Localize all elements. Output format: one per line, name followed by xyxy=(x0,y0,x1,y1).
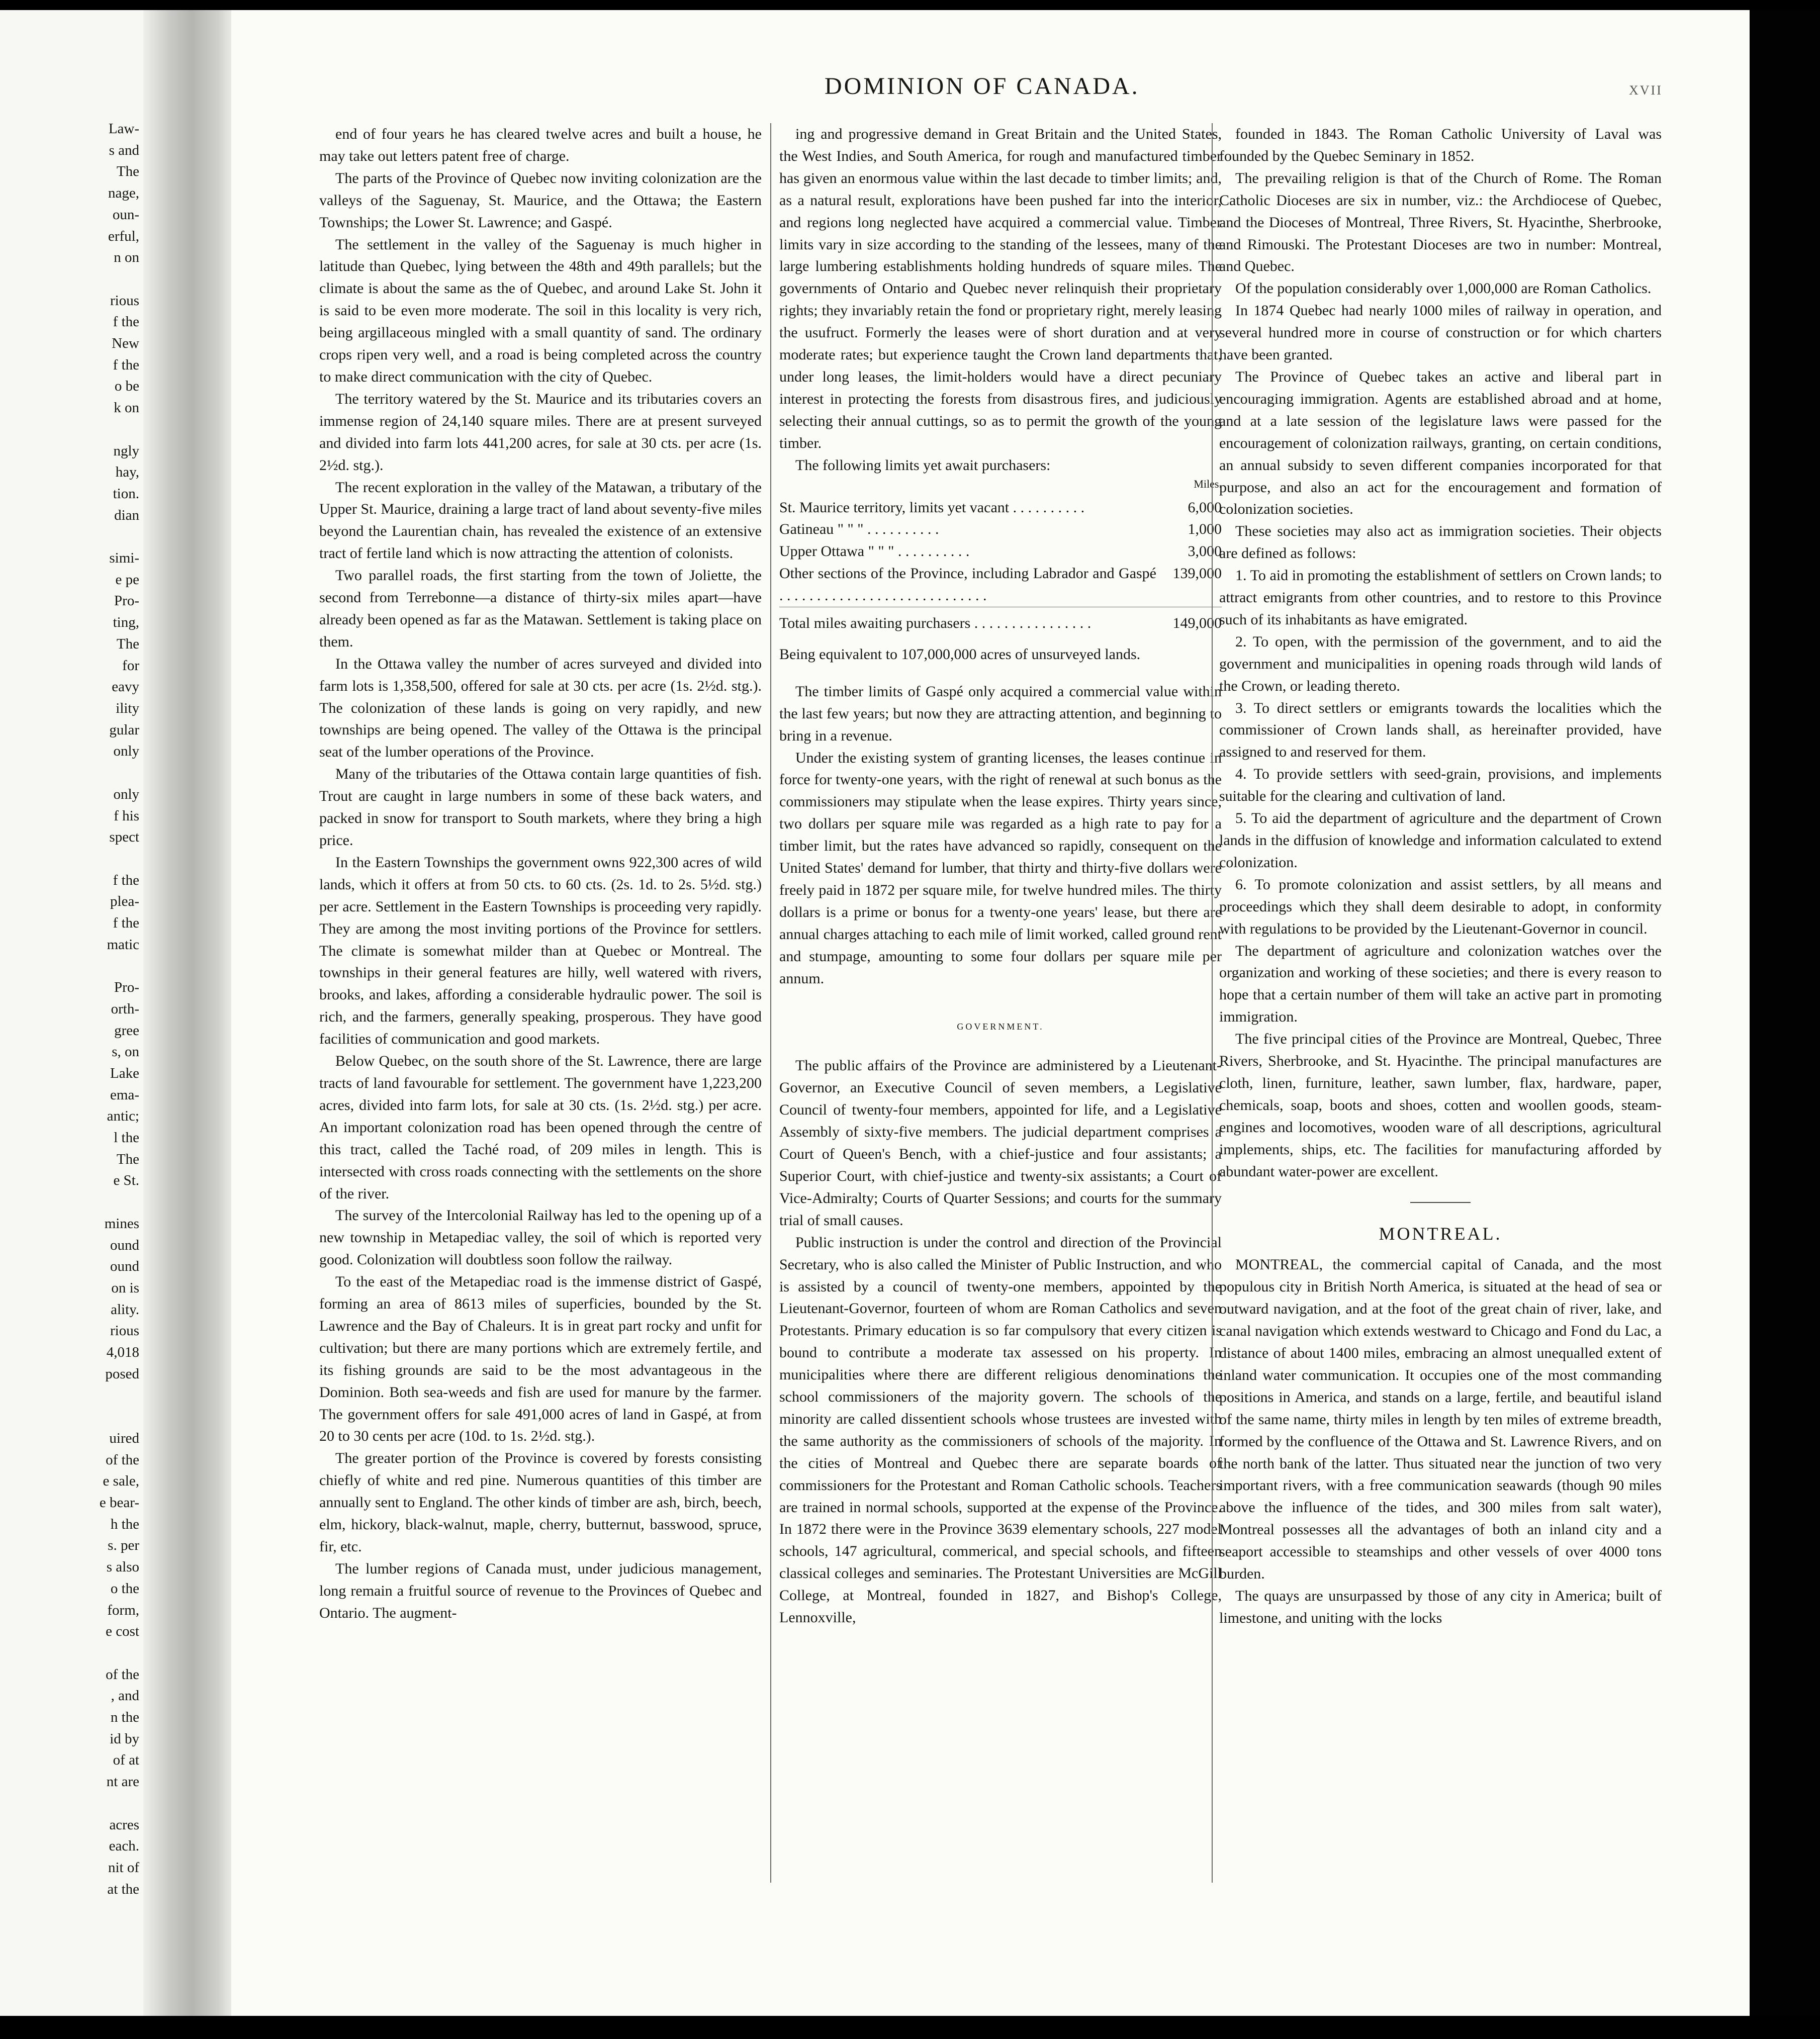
limits-row-label: Upper Ottawa " " " . . . . . . . . . . xyxy=(779,543,970,560)
paragraph: Two parallel roads, the first starting from the town of Joliette, the second from Terrebonne—a distance of thirty-six miles apart—have already been opened as far as the Matawan. Settlement is taking place on them. xyxy=(319,567,762,650)
left-page-line-fragment: mines xyxy=(104,1215,139,1232)
left-page-line-fragment: rious xyxy=(110,292,139,309)
limits-row xyxy=(779,563,1222,607)
paragraph: The five principal cities of the Province are Montreal, Quebec, Three Rivers, Sherbrooke, and St. Hyacinthe. The principal manufactures are cloth, linen, furniture, leather, sawn lumber, flax, hardware, paper, chemicals, soap, boots and shoes, cotten and woollen goods, steam-engines and locomotives, wooden ware of all descriptions, agricultural implements, ships, etc. The facilities for manufacturing afforded by abundant water-power are excellent. xyxy=(1219,1031,1662,1180)
left-page-line-fragment xyxy=(19,1642,139,1664)
left-page-line-fragment: id by xyxy=(110,1730,139,1747)
montreal-heading: MONTREAL. xyxy=(1379,1223,1502,1244)
column-1-paragraphs xyxy=(319,123,762,1624)
paragraph: The quays are unsurpassed by those of any city in America; built of limestone, and uniting with the locks xyxy=(1219,1588,1662,1626)
left-page-line-fragment: n on xyxy=(114,249,139,266)
limits-note: Being equivalent to 107,000,000 acres of unsurveyed lands. xyxy=(779,645,1141,663)
left-page-line-fragment: ility xyxy=(116,700,139,716)
left-page-line-fragment: New xyxy=(112,335,139,352)
left-page-line-fragment: s, on xyxy=(112,1044,139,1060)
left-page-line-fragment xyxy=(19,268,139,290)
text-column-1 xyxy=(319,123,762,1624)
paragraph: The department of agriculture and colonization watches over the organization and working of these societies; and there is every reason to hope that a certain number of them will take an active part in promoting immigration. xyxy=(1219,942,1662,1026)
timber-limits-table xyxy=(779,497,1222,634)
paragraph: In the Ottawa valley the number of acres surveyed and divided into farm lots is 1,358,500, offered for sale at 30 cts. per acre (1s. 2½d. stg.). The colonization of these lands is going on very rapidly, and new townships are being opened. The valley of the Ottawa is the principal seat of the lumber operations of the Province. xyxy=(319,655,762,761)
left-page-line-fragment: k on xyxy=(114,400,139,416)
left-page-line-fragment: e sale, xyxy=(103,1473,139,1490)
left-page-line-fragment: posed xyxy=(105,1365,139,1382)
left-page-line-fragment: ound xyxy=(110,1237,139,1253)
limits-row-label: Gatineau " " " . . . . . . . . . . xyxy=(779,521,939,538)
column-2-paragraphs-bottom xyxy=(779,1055,1222,1629)
left-page-line-fragment: simi- xyxy=(109,550,139,567)
paragraph: The timber limits of Gaspé only acquired a commercial value within the last few years; but now they are attracting attention, and beginning to bring in a revenue. xyxy=(779,683,1222,744)
left-page-line-fragment: only xyxy=(113,786,139,802)
page-number: XVII xyxy=(1629,83,1663,98)
limits-row-value: 3,000 xyxy=(1188,543,1222,560)
left-page-line-fragment: e St. xyxy=(113,1172,139,1189)
left-page-line-fragment: of at xyxy=(113,1752,139,1769)
running-header: DOMINION OF CANADA. xyxy=(825,73,1140,100)
book-gutter xyxy=(143,10,231,2016)
paragraph: The prevailing religion is that of the Church of Rome. The Roman Catholic Dioceses are six in number, viz.: the Archdiocese of Quebec, and the Dioceses of Montreal, Three Rivers, St. Hyacinthe, Sherbrooke, and Rimouski. The Protestant Dioceses are two in number: Montreal, and Quebec. xyxy=(1219,169,1662,275)
paragraph: The territory watered by the St. Maurice and its tributaries covers an immense region of 24,140 square miles. There are at present surveyed and divided into farm lots 441,200 acres, for sale at 30 cts. per acre (1s. 2½d. stg.). xyxy=(319,390,762,474)
left-page-line-fragment: ema- xyxy=(110,1086,139,1103)
left-page-line-fragment: ngly xyxy=(113,442,139,459)
limits-row xyxy=(779,518,1222,540)
limits-total-row xyxy=(779,607,1222,634)
paragraph: 1. To aid in promoting the establishment of settlers on Crown lands; to attract emigrants from other countries, and to restore to this Province such of its inhabitants as have emigrated. xyxy=(1219,567,1662,628)
paragraph: Many of the tributaries of the Ottawa contain large quantities of fish. Trout are caught in large numbers in some of these back waters, and packed in snow for transport to South markets, where they bring a high price. xyxy=(319,766,762,849)
paragraph: The parts of the Province of Quebec now inviting colonization are the valleys of the Saguenay, St. Maurice, and the Ottawa; the Eastern Townships; the Lower St. Lawrence; and Gaspé. xyxy=(319,169,762,231)
column-2-paragraphs-middle xyxy=(779,681,1222,990)
left-page-line-fragment xyxy=(19,848,139,870)
column-3-paragraphs-bottom xyxy=(1219,1254,1662,1629)
left-page-line-fragment: e cost xyxy=(106,1623,139,1640)
paragraph: The settlement in the valley of the Saguenay is much higher in latitude than Quebec, lying between the 48th and 49th parallels; but the climate is about the same as the of Quebec, and around Lake St. John it is said to be even more moderate. The soil in this locality is very rich, being argillaceous mingled with a small quantity of sand. The ordinary crops ripen very well, and a road is being completed across the country to make direct communication with the city of Quebec. xyxy=(319,236,762,385)
left-page-line-fragment: f the xyxy=(113,356,139,373)
left-page-line-fragment: only xyxy=(113,743,139,760)
left-page-line-fragment: f the xyxy=(113,872,139,888)
section-divider xyxy=(1410,1202,1471,1203)
paragraph: The survey of the Intercolonial Railway has led to the opening up of a new township in Metapediac valley, the soil of which is reported very good. Colonization will doubtless soon follow the railway. xyxy=(319,1207,762,1268)
left-page-line-fragment: of the xyxy=(106,1451,139,1468)
left-page-line-fragment: s. per xyxy=(108,1537,139,1554)
left-page-line-fragment: hay, xyxy=(115,464,139,481)
paragraph: Public instruction is under the control and direction of the Provincial Secretary, who is also called the Minister of Public Instruction, and who is assisted by a council of twenty-one members, appointed by the Lieutenant-Governor, fourteen of whom are Roman Catholics and seven Protestants. Primary education is so far compulsory that every citizen is bound to contribute a moderate tax assessed on his property. In municipalities where there are different religious denominations the school commissioners of the majority govern. The schools of the minority are called dissentient schools whose trustees are invested with the same authority as the commissioners of schools of the majority. In the cities of Montreal and Quebec there are separate boards of commissioners for the Protestant and Roman Catholic schools. Teachers are trained in normal schools, supported at the expense of the Province. In 1872 there were in the Province 3639 elementary schools, 227 model schools, 147 agricultural, commerical, and special schools, and fifteen classical colleges and seminaries. The Protestant Universities are McGill College, at Montreal, founded in 1827, and Bishop's College, Lennoxville, xyxy=(779,1234,1222,1626)
left-page-line-fragment: eavy xyxy=(112,679,139,695)
left-page-line-fragment: , and xyxy=(111,1688,139,1704)
paragraph: 4. To provide settlers with seed-grain, provisions, and implements suitable for the clearing and cultivation of land. xyxy=(1219,766,1662,805)
paragraph: The greater portion of the Province is covered by forests consisting chiefly of white and red pine. Numerous quantities of this timber are annually sent to England. The other kinds of timber are ash, birch, beech, elm, hickory, black-walnut, maple, cherry, butternut, basswood, spruce, fir, etc. xyxy=(319,1450,762,1555)
limits-row-label: Other sections of the Province, including Labrador and Gaspé . . . . . . . . . . . . . . . . . . . . . . . . . . . . xyxy=(779,565,1156,604)
left-page-line-fragment: f his xyxy=(114,807,139,824)
left-page-line-fragment: s and xyxy=(109,142,139,158)
left-page-text-fragments xyxy=(19,118,139,1900)
left-page-line-fragment: gree xyxy=(114,1022,139,1039)
left-page-edge xyxy=(0,10,143,2016)
limits-row-value: 139,000 xyxy=(1172,565,1222,582)
left-page-line-fragment: Pro- xyxy=(114,979,139,996)
paragraph: To the east of the Metapediac road is the immense district of Gaspé, forming an area of 8613 miles of superficies, bounded by the St. Lawrence and the Bay of Chaleurs. It is in great part rocky and unfit for cultivation; but there are many portions which are extremely fertile, and its fishing grounds are said to be the most advantageous in the Dominion. Both sea-weeds and fish are used for manure by the farmer. The government offers for sale 491,000 acres of land in Gaspé, at from 20 to 30 cents per acre (10d. to 1s. 2½d. stg.). xyxy=(319,1273,762,1445)
paragraph: In the Eastern Townships the government owns 922,300 acres of wild lands, which it offers at from 50 cts. to 60 cts. (2s. 1d. to 2s. 5½d. stg.) per acre. Settlement in the Eastern Townships is proceeding very rapidly. They are among the most inviting portions of the Province for settlers. The climate is somewhat milder than at Quebec or Montreal. The townships in their general features are hilly, well watered with rivers, brooks, and lakes, affording a considerable hydraulic power. The soil is rich, and the farmers, generally speaking, prosperous. They have good facilities of communication and good markets. xyxy=(319,854,762,1048)
column-rule xyxy=(1212,123,1213,1883)
right-page xyxy=(231,10,1750,2016)
column-2-paragraphs-top xyxy=(779,123,1222,477)
limits-row-value: 6,000 xyxy=(1188,499,1222,516)
left-page-line-fragment: Lake xyxy=(110,1065,139,1081)
left-page-line-fragment: oun- xyxy=(112,206,139,223)
left-page-line-fragment: o the xyxy=(110,1580,139,1597)
left-page-line-fragment: rious xyxy=(110,1323,139,1339)
text-column-2 xyxy=(779,123,1222,1629)
paragraph: These societies may also act as immigration societies. Their objects are defined as follows: xyxy=(1219,523,1662,562)
left-page-line-fragment: e pe xyxy=(115,571,139,588)
paragraph: 3. To direct settlers or emigrants towards the localities which the commissioner of Crown lands shall, as hereinafter provided, have assigned to and reserved for them. xyxy=(1219,699,1662,761)
left-page-line-fragment: f the xyxy=(113,314,139,330)
paragraph: The public affairs of the Province are administered by a Lieutenant-Governor, an Executive Council of seven members, a Legislative Council of twenty-four members, appointed for life, and a Legislative Assembly of sixty-five members. The judicial department comprises a Court of Queen's Bench, with a chief-justice and four assistants; a Superior Court, with chief-justice and twenty-six assistants; a Court of Vice-Admiralty; Courts of Quarter Sessions; and courts for the summary trial of small causes. xyxy=(779,1057,1222,1229)
left-page-line-fragment: o be xyxy=(114,378,139,395)
left-page-line-fragment: nage, xyxy=(108,185,139,202)
left-page-line-fragment: 4,018 xyxy=(106,1344,139,1361)
column-3-paragraphs-top xyxy=(1219,123,1662,1183)
text-column-3 xyxy=(1219,123,1662,1629)
left-page-line-fragment xyxy=(19,1793,139,1814)
government-heading: GOVERNMENT. xyxy=(957,1021,1044,1032)
left-page-line-fragment xyxy=(19,1191,139,1213)
left-page-line-fragment xyxy=(19,1406,139,1428)
left-page-line-fragment: on is xyxy=(111,1279,139,1296)
left-page-line-fragment: nit of xyxy=(108,1859,139,1876)
paragraph: The recent exploration in the valley of the Matawan, a tributary of the Upper St. Maurice, draining a large tract of land about seventy-five miles beyond the Laurentian chain, has revealed the existence of an extensive tract of fertile land which is now attracting the attention of colonists. xyxy=(319,479,762,562)
left-page-line-fragment: antic; xyxy=(107,1108,139,1125)
paragraph: 6. To promote colonization and assist settlers, by all means and proceedings which they shall deem desirable to adopt, in conformity with regulations to be provided by the Lieutenant-Governor in council. xyxy=(1219,876,1662,937)
limits-row-label: St. Maurice territory, limits yet vacant . . . . . . . . . . xyxy=(779,499,1085,516)
left-page-line-fragment: dian xyxy=(114,507,139,523)
left-page-line-fragment: nt are xyxy=(106,1774,139,1790)
limits-total-value: 149,000 xyxy=(1156,607,1222,634)
left-page-line-fragment: spect xyxy=(109,829,139,846)
paragraph: The lumber regions of Canada must, under judicious management, long remain a fruitful source of revenue to the Provinces of Quebec and Ontario. The augment- xyxy=(319,1560,762,1621)
left-page-line-fragment: acres xyxy=(109,1816,139,1833)
paragraph: Below Quebec, on the south shore of the St. Lawrence, there are large tracts of land favourable for settlement. The government have 1,223,200 acres, divided into farm lots, for sale at 30 cts. (1s. 2½d. stg.) per acre. An important colonization road has been opened through the centre of this tract, called the Taché road, of 209 miles in length. This is intersected with cross roads connecting with the settlements on the shore of the river. xyxy=(319,1053,762,1202)
paragraph: The following limits yet await purchasers: xyxy=(795,456,1051,474)
limits-row xyxy=(779,497,1222,519)
limits-total-label: Total miles awaiting purchasers . . . . . . . . . . . . . . . . xyxy=(779,607,1156,634)
paragraph: founded in 1843. The Roman Catholic University of Laval was founded by the Quebec Seminary in 1852. xyxy=(1219,126,1662,164)
paragraph: 5. To aid the department of agriculture and the department of Crown lands in the diffusion of knowledge and information calculated to extend colonization. xyxy=(1219,810,1662,871)
left-page-line-fragment: l the xyxy=(114,1130,139,1146)
left-page-line-fragment: gular xyxy=(109,721,139,738)
left-page-line-fragment xyxy=(19,762,139,784)
paragraph: The Province of Quebec takes an active and liberal part in encouraging immigration. Agents are established abroad and at home, and at a late session of the legislature laws were passed for the encouragement of colonization railways, granting, on certain conditions, an annual subsidy to seven different companies incorporated for that purpose, and also an act for the encouragement and formation of colonization societies. xyxy=(1219,368,1662,518)
limits-row-value: 1,000 xyxy=(1188,521,1222,538)
left-page-line-fragment xyxy=(19,419,139,440)
left-page-line-fragment xyxy=(19,1384,139,1406)
left-page-line-fragment: at the xyxy=(107,1881,139,1897)
left-page-line-fragment: The xyxy=(116,163,139,180)
left-page-line-fragment: of the xyxy=(106,1666,139,1683)
left-page-line-fragment: matic xyxy=(107,936,139,953)
left-page-line-fragment: Law- xyxy=(108,121,139,137)
paragraph: Of the population considerably over 1,000,000 are Roman Catholics. xyxy=(1235,280,1652,297)
paragraph: In 1874 Quebec had nearly 1000 miles of railway in operation, and several hundred more in course of construction or for which charters have been granted. xyxy=(1219,302,1662,363)
left-page-line-fragment: orth- xyxy=(111,1000,139,1017)
paragraph: 2. To open, with the permission of the government, and to aid the government and municipalities in opening roads through wild lands of the Crown, or leading thereto. xyxy=(1219,633,1662,694)
paragraph: end of four years he has cleared twelve acres and built a house, he may take out letters patent free of charge. xyxy=(319,126,762,164)
left-page-line-fragment: erful, xyxy=(108,228,139,244)
left-page-line-fragment: The xyxy=(116,1151,139,1167)
paragraph: Under the existing system of granting licenses, the leases continue in force for twenty-one years, with the right of renewal at such bonus as the commissioners may stipulate when the lease expires. Thirty years since, two dollars per square mile was regarded as a high rate to pay for a timber limit, but the rates have advanced so rapidly, consequent on the United States' demand for lumber, that thirty and thirty-five dollars were freely paid in 1872 per square mile, for twelve hundred miles. The thirty dollars is a prime or bonus for a twenty-one years' lease, but there are annual charges attaching to each mile of limit worked, called ground rent and stumpage, amounting to some four dollars per square mile per annum. xyxy=(779,749,1222,987)
left-page-line-fragment xyxy=(19,526,139,547)
left-page-line-fragment: tion. xyxy=(113,485,139,502)
left-page-line-fragment: ality. xyxy=(111,1301,139,1318)
paragraph: ing and progressive demand in Great Britain and the United States, the West Indies, and South America, for rough and manufactured timber has given an enormous value within the last decade to timber limits; and, as a natural result, explorations have been pushed far into the interior, and regions long neglected have acquired a commercial value. Timber limits vary in size according to the standing of the lessees, many of the large lumbering establishments holding hundreds of square miles. The governments of Ontario and Quebec never relinquish their proprietary rights; they invariably retain the fond or proprietary right, merely leasing the usufruct. Formerly the leases were of short duration and at very moderate rates; but experience taught the Crown land departments that, under long leases, the limit-holders would have a direct pecuniary interest in protecting the forests from disastrous fires, and judiciously selecting their annual cuttings, so as to permit the growth of the young timber. xyxy=(779,126,1222,451)
left-page-line-fragment: f the xyxy=(113,915,139,932)
left-page-line-fragment: Pro- xyxy=(114,593,139,609)
limits-unit-label: Miles. xyxy=(1194,477,1222,490)
limits-row xyxy=(779,540,1222,563)
left-page-line-fragment: uired xyxy=(109,1430,139,1446)
left-page-line-fragment: h the xyxy=(110,1516,139,1532)
left-page-line-fragment: n the xyxy=(110,1709,139,1726)
left-page-line-fragment: s also xyxy=(106,1559,139,1575)
left-page-line-fragment xyxy=(19,955,139,977)
paragraph: MONTREAL, the commercial capital of Canada, and the most populous city in British North America, is situated at the head of sea or outward navigation, and at the foot of the great chain of river, lake, and canal navigation which extends westward to Chicago and Fond du Lac, a distance of about 1400 miles, embracing an almost unequalled extent of inland water communication. It occupies one of the most commanding positions in America, and stands on a large, fertile, and beautiful island of the same name, thirty miles in length by ten miles of extreme breadth, formed by the confluence of the Ottawa and St. Lawrence Rivers, and on the north bank of the latter. Thus situated near the junction of two very important rivers, with a free communication seawards (though 90 miles above the influence of the tides, and 300 miles from salt water), Montreal possesses all the advantages of both an inland city and a seaport accessible to steamships and other vessels of over 4000 tons burden. xyxy=(1219,1256,1662,1583)
left-page-line-fragment: ting, xyxy=(113,614,139,631)
left-page-line-fragment: e bear- xyxy=(99,1495,139,1511)
left-page-line-fragment: form, xyxy=(107,1602,139,1618)
left-page-line-fragment: each. xyxy=(109,1838,139,1855)
left-page-line-fragment: The xyxy=(116,635,139,652)
left-page-line-fragment: plea- xyxy=(110,893,139,910)
column-rule xyxy=(770,123,771,1883)
left-page-line-fragment: ound xyxy=(110,1258,139,1275)
scan-background xyxy=(1750,10,1820,2016)
left-page-line-fragment: for xyxy=(122,657,139,674)
